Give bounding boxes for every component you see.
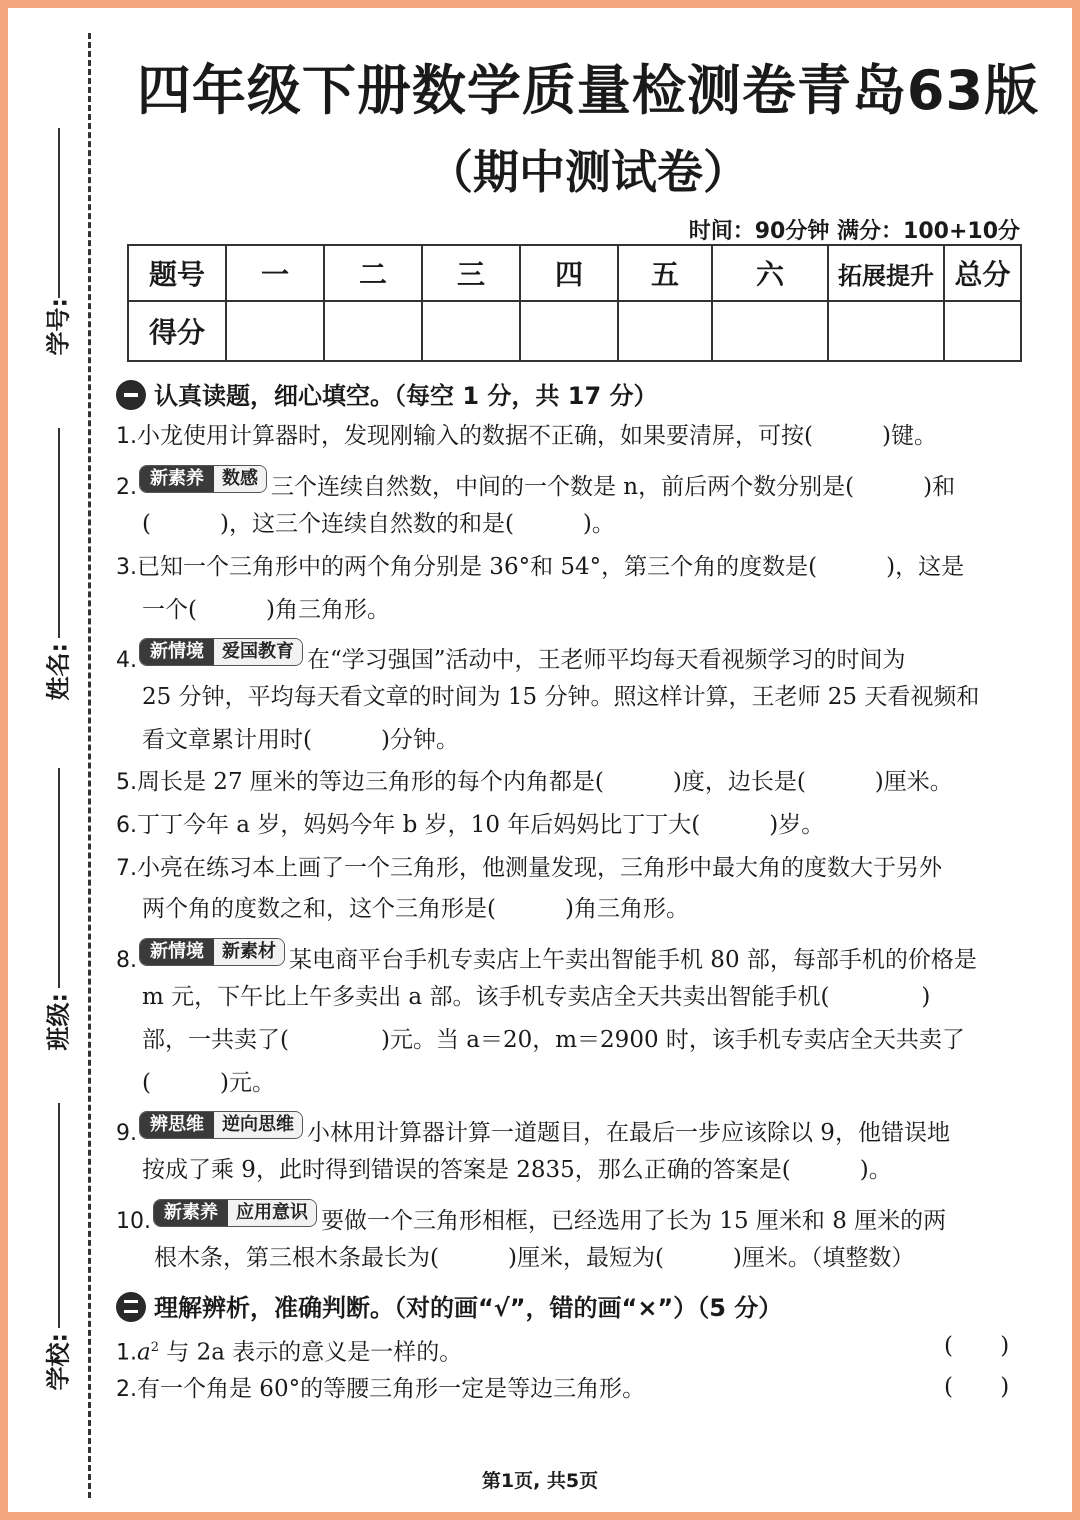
question-text: 在“学习强国”活动中，王老师平均每天看视频学习的时间为: [307, 647, 906, 673]
student-id-label: 学号:: [44, 297, 73, 356]
question-tag: [153, 1199, 317, 1227]
question-tag-primary: 新素养: [140, 466, 214, 492]
section-2-number-icon: [116, 1292, 146, 1322]
question-line: [116, 853, 942, 884]
score-cell[interactable]: [226, 301, 324, 361]
question-number: 1.: [116, 424, 137, 449]
question-line: [116, 465, 955, 503]
question-line: [116, 810, 824, 841]
judge-question-2: 2.有一个角是 60°的等腰三角形一定是等边三角形。: [116, 1376, 646, 1402]
question-tag-primary: 新情境: [140, 639, 214, 665]
question-number: 4.: [116, 648, 137, 673]
score-table-header-row: [128, 245, 1021, 301]
question-tag: [139, 638, 303, 666]
question-text: 小龙使用计算器时，发现刚输入的数据不正确，如果要清屏，可按( )键。: [137, 423, 937, 449]
question-number: 6.: [116, 813, 137, 838]
name-field: [36, 428, 76, 708]
class-field: [36, 768, 76, 1058]
question-text: ( )，这三个连续自然数的和是( )。: [142, 511, 615, 537]
question-line: [116, 1199, 946, 1237]
score-table-score-row: [128, 301, 1021, 361]
question-text: 小林用计算器计算一道题目，在最后一步应该除以 9，他错误地: [307, 1120, 950, 1146]
score-header-cell: 一: [226, 245, 324, 301]
question-tag: [139, 1111, 303, 1139]
question-line: [142, 682, 979, 712]
question-number: 2.: [116, 475, 137, 500]
school-field: [36, 1103, 76, 1403]
question-line: [142, 1025, 965, 1055]
score-cell[interactable]: [828, 301, 944, 361]
question-text: 看文章累计用时( )分钟。: [142, 727, 459, 753]
student-id-field: [36, 128, 76, 368]
class-label: 班级:: [44, 992, 73, 1051]
question-number: 5.: [116, 770, 137, 795]
question-line: [142, 982, 930, 1012]
section-1-number-icon: [116, 380, 146, 410]
question-number: 9.: [116, 1121, 137, 1146]
question-line: [116, 421, 937, 452]
question-text: 三个连续自然数，中间的一个数是 n，前后两个数分别是( )和: [271, 474, 956, 500]
score-header-cell: 总分: [944, 245, 1021, 301]
question-line: [116, 552, 964, 583]
question-text: 25 分钟，平均每天看文章的时间为 15 分钟。照这样计算，王老师 25 天看视频和: [142, 684, 980, 710]
page-title: 四年级下册数学质量检测卷青岛63版: [136, 59, 1040, 122]
score-row-label: 得分: [128, 301, 226, 361]
judge-answer-1[interactable]: ( ): [944, 1333, 1010, 1359]
question-text: 已知一个三角形中的两个角分别是 36°和 54°，第三个角的度数是( )，这是: [137, 554, 965, 580]
page-footer: 第1页, 共5页: [481, 1470, 599, 1492]
section-2-title: 理解辨析，准确判断。（对的画“√”，错的画“×”）（5 分）: [154, 1294, 783, 1322]
question-text: 丁丁今年 a 岁，妈妈今年 b 岁，10 年后妈妈比丁丁大( )岁。: [137, 812, 825, 838]
score-cell[interactable]: [618, 301, 712, 361]
question-line: [142, 1155, 892, 1185]
question-text: 某电商平台手机专卖店上午卖出智能手机 80 部，每部手机的价格是: [289, 947, 977, 973]
score-cell[interactable]: [422, 301, 520, 361]
score-table: [127, 244, 1022, 362]
question-text: 小亮在练习本上画了一个三角形，他测量发现，三角形中最大角的度数大于另外: [137, 855, 942, 881]
question-line: [142, 1068, 275, 1098]
question-number: 3.: [116, 555, 137, 580]
question-tag-secondary: 应用意识: [228, 1200, 316, 1226]
question-line: [142, 509, 615, 539]
question-line: [142, 595, 390, 625]
question-tag-secondary: 爱国教育: [214, 639, 302, 665]
score-cell[interactable]: [324, 301, 422, 361]
question-line: [116, 767, 953, 798]
section-1-heading: [116, 376, 658, 411]
cut-line: [88, 33, 91, 1498]
judge-question-1: $1.a^2$ 与 2a 表示的意义是一样的。: [116, 1339, 463, 1366]
question-text: 周长是 27 厘米的等边三角形的每个内角都是( )度，边长是( )厘米。: [137, 769, 953, 795]
question-tag: [139, 938, 285, 966]
question-tag: [139, 465, 267, 493]
question-number: 8.: [116, 948, 137, 973]
question-line: [116, 938, 977, 976]
score-header-cell: 二: [324, 245, 422, 301]
question-text: 要做一个三角形相框，已经选用了长为 15 厘米和 8 厘米的两: [321, 1208, 947, 1234]
section-2-heading: [116, 1288, 782, 1323]
question-text: 一个( )角三角形。: [142, 597, 390, 623]
question-tag-secondary: 逆向思维: [214, 1112, 302, 1138]
question-text: 按成了乘 9，此时得到错误的答案是 2835，那么正确的答案是( )。: [142, 1157, 892, 1183]
school-label: 学校:: [44, 1332, 73, 1391]
score-header-cell: 三: [422, 245, 520, 301]
question-text: ( )元。: [142, 1070, 275, 1096]
question-line: [142, 894, 689, 924]
question-text: 两个角的度数之和，这个三角形是( )角三角形。: [142, 896, 689, 922]
question-tag-primary: 辨思维: [140, 1112, 214, 1138]
question-line: [116, 1111, 950, 1149]
question-line: [154, 1243, 914, 1273]
score-header-cell: 四: [520, 245, 618, 301]
exam-page: [8, 8, 1072, 1512]
question-text: m 元，下午比上午多卖出 a 部。该手机专卖店全天共卖出智能手机( ): [142, 984, 931, 1010]
score-header-cell: 题号: [128, 245, 226, 301]
score-cell[interactable]: [944, 301, 1021, 361]
score-cell[interactable]: [520, 301, 618, 361]
question-line: [116, 638, 906, 676]
score-header-cell: 拓展提升: [828, 245, 944, 301]
page-subtitle: （期中测试卷）: [427, 145, 749, 199]
question-line: [142, 725, 459, 755]
exam-meta: 时间：90分钟 满分：100+10分: [688, 219, 1020, 244]
judge-answer-2[interactable]: ( ): [944, 1374, 1010, 1400]
score-cell[interactable]: [712, 301, 828, 361]
question-tag-secondary: 数感: [214, 466, 266, 492]
question-number: 10.: [116, 1209, 151, 1234]
question-tag-secondary: 新素材: [214, 939, 284, 965]
question-number: 7.: [116, 856, 137, 881]
question-text: 部，一共卖了( )元。当 a＝20，m＝2900 时，该手机专卖店全天共卖了: [142, 1027, 965, 1053]
section-1-title: 认真读题，细心填空。（每空 1 分，共 17 分）: [154, 382, 658, 410]
name-label: 姓名:: [44, 642, 73, 701]
score-header-cell: 六: [712, 245, 828, 301]
question-text: 根木条，第三根木条最长为( )厘米，最短为( )厘米。（填整数）: [154, 1245, 915, 1271]
question-tag-primary: 新情境: [140, 939, 214, 965]
question-tag-primary: 新素养: [154, 1200, 228, 1226]
score-header-cell: 五: [618, 245, 712, 301]
